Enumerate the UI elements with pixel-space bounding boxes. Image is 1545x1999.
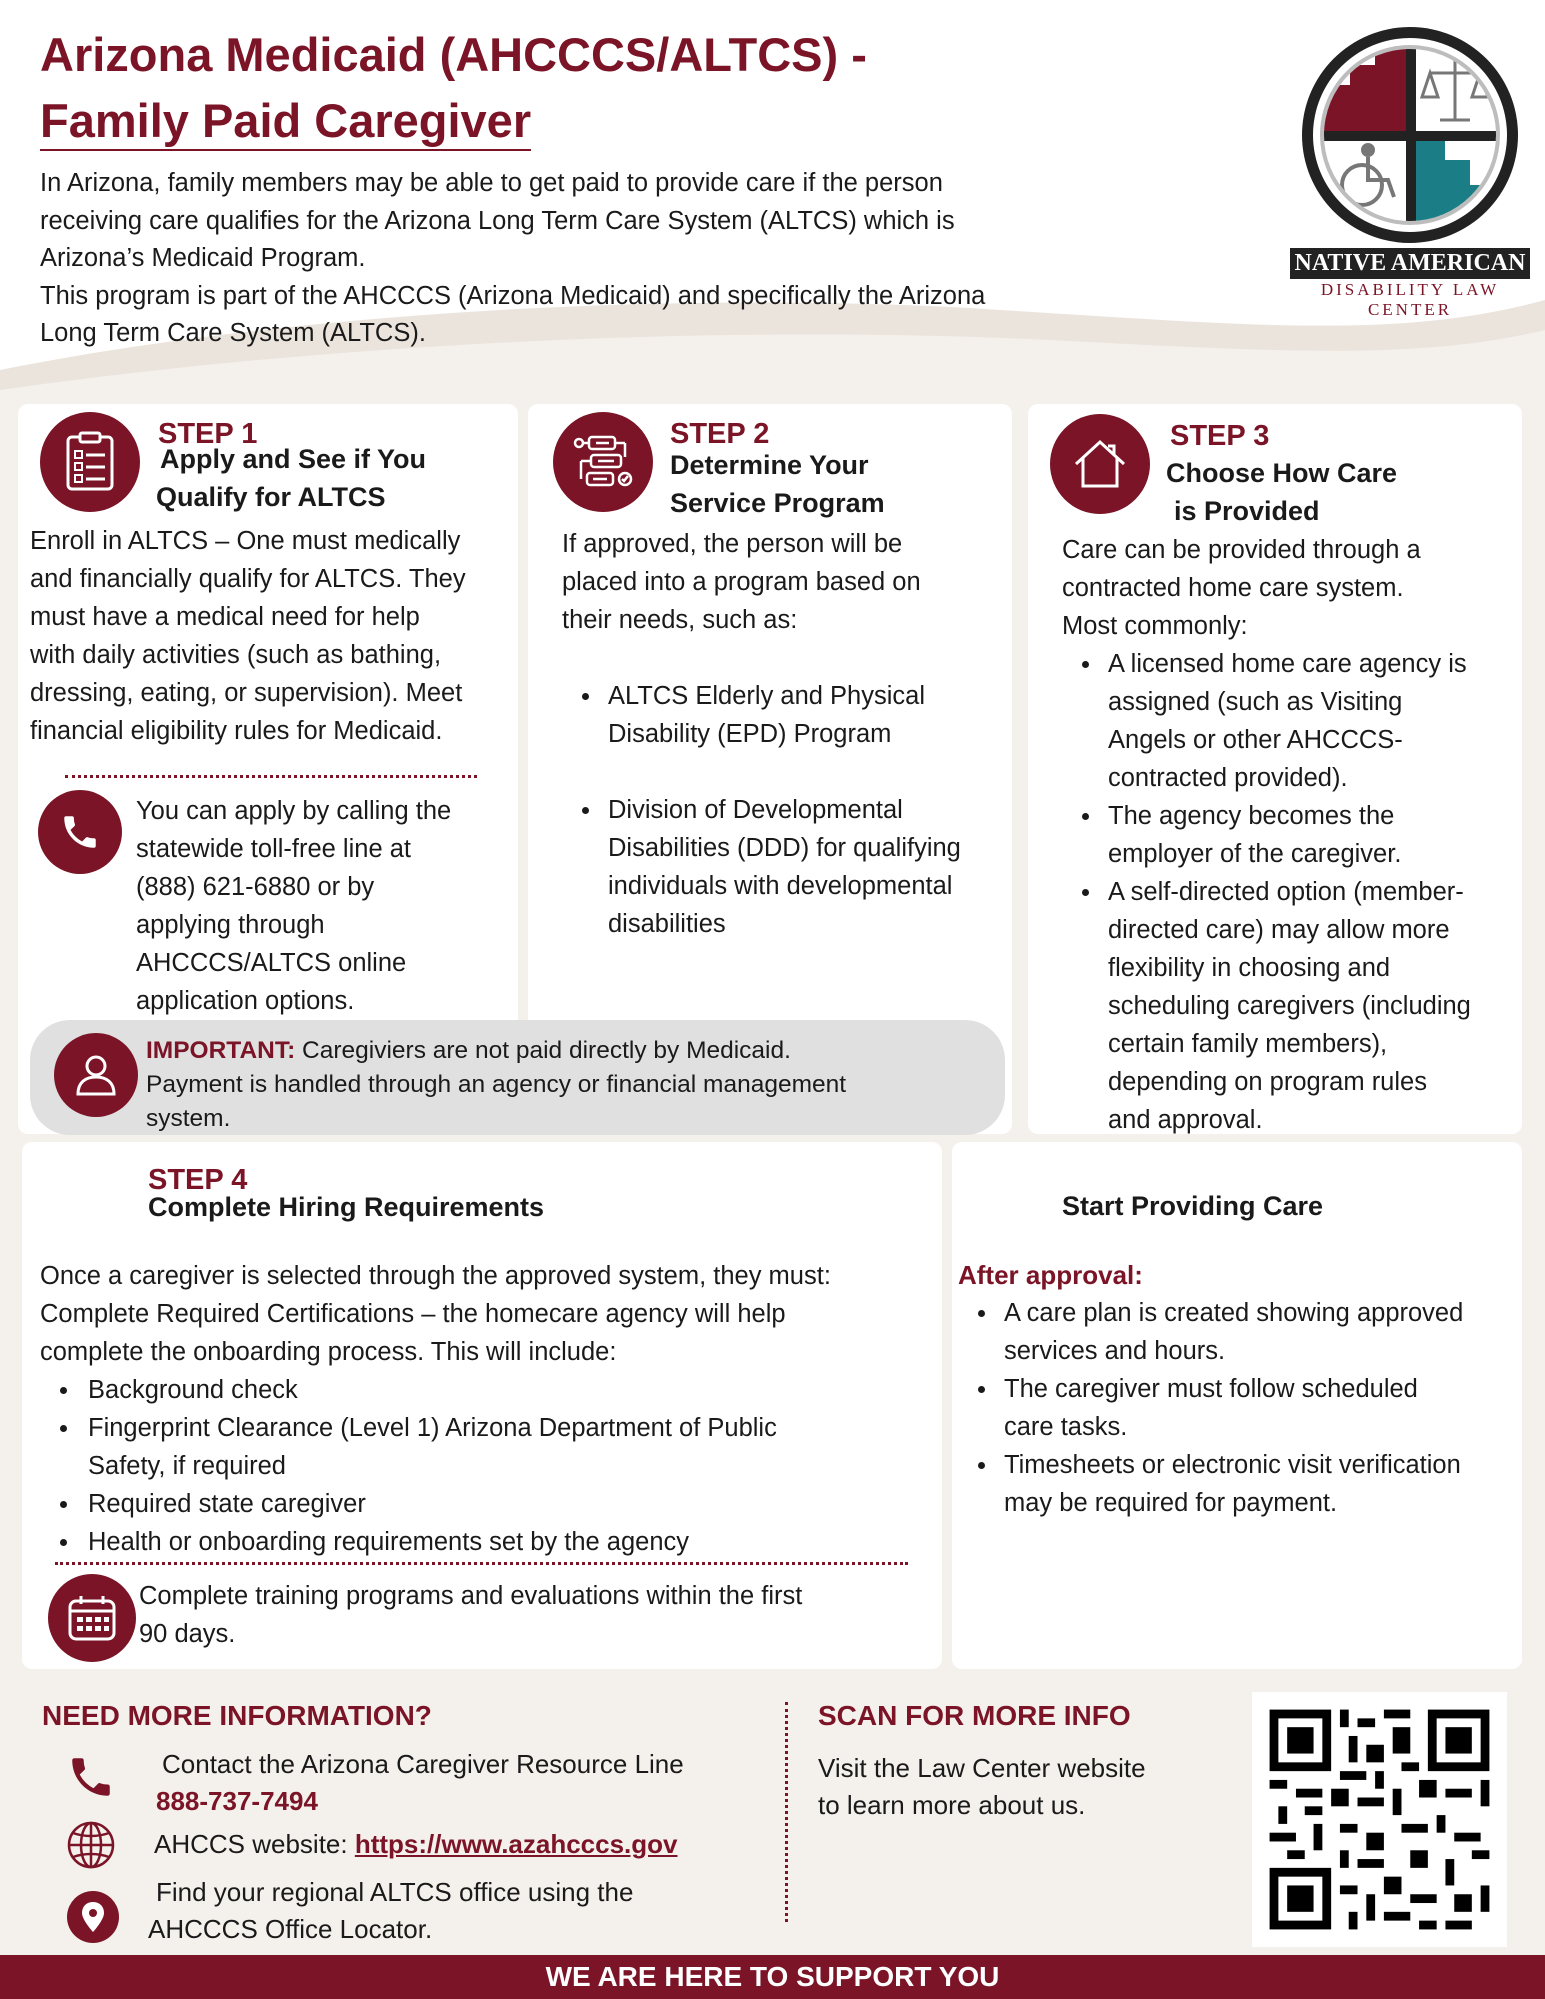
info-office-line: AHCCCS Office Locator.	[148, 1914, 433, 1944]
step1-line: and financially qualify for ALTCS. They	[30, 565, 466, 593]
step3-bullet-line: scheduling caregivers (including	[1108, 992, 1471, 1020]
care-bullet	[958, 1446, 1523, 1522]
step1-phone-line: (888) 621-6880 or by	[136, 873, 375, 901]
care-bullet	[958, 1370, 1523, 1446]
care-after-label: After approval:	[958, 1260, 1143, 1290]
info-contact	[156, 1746, 776, 1820]
step3-label: STEP 3	[1170, 420, 1270, 452]
step2-line: placed into a program based on	[562, 568, 921, 596]
checklist-icon	[40, 412, 140, 512]
step2-bullet-line: Disability (EPD) Program	[608, 720, 892, 748]
title-line-1: Arizona Medicaid (AHCCCS/ALTCS) -	[40, 28, 867, 81]
step4-bullet	[40, 1523, 940, 1561]
logo-name-line1: NATIVE AMERICAN	[1290, 248, 1530, 279]
care-bullet-line: care tasks.	[1004, 1413, 1128, 1441]
step3-title	[1166, 454, 1506, 530]
step4-bullet-line: Fingerprint Clearance (Level 1) Arizona Department of Public	[88, 1414, 777, 1442]
info-contact-line: Contact the Arizona Caregiver Resource Line	[162, 1749, 684, 1779]
step1-phone-line: application options.	[136, 987, 355, 1015]
step4-bullet	[40, 1485, 940, 1523]
care-bullet-line: services and hours.	[1004, 1337, 1226, 1365]
intro-line: Arizona’s Medicaid Program.	[40, 244, 366, 272]
step3-bullet-line: contracted provided).	[1108, 764, 1348, 792]
important-label: IMPORTANT:	[146, 1037, 296, 1064]
step3-bullet-line: flexibility in choosing and	[1108, 954, 1391, 982]
care-bullet-line: may be required for payment.	[1004, 1489, 1338, 1517]
step4-bullet-line: Health or onboarding requirements set by the agency	[88, 1528, 690, 1556]
step4-bullet-line: Safety, if required	[88, 1452, 286, 1480]
step2-body	[562, 525, 1007, 639]
step3-bullet	[1062, 645, 1522, 797]
qr-code[interactable]	[1252, 1692, 1507, 1947]
step3-title-line: Choose How Care	[1166, 458, 1398, 488]
step4-bullet-line: Required state caregiver	[88, 1490, 366, 1518]
step1-phone-line: AHCCCS/ALTCS online	[136, 949, 407, 977]
step3-body	[1062, 531, 1517, 645]
step3-bullet-line: depending on program rules	[1108, 1068, 1427, 1096]
step1-line: Enroll in ALTCS – One must medically	[30, 527, 461, 555]
step3-line: Care can be provided through a	[1062, 536, 1421, 564]
care-bullet-line: Timesheets or electronic visit verification	[1004, 1451, 1461, 1479]
info-office	[148, 1874, 788, 1948]
care-bullet-line: A care plan is created showing approved	[1004, 1299, 1464, 1327]
scan-heading: SCAN FOR MORE INFO	[818, 1700, 1131, 1731]
step4-bullet	[40, 1409, 940, 1485]
step3-bullet-line: A self-directed option (member-	[1108, 878, 1464, 906]
step1-line: must have a medical need for help	[30, 603, 420, 631]
step3-bullet-line: A licensed home care agency is	[1108, 650, 1467, 678]
info-divider	[785, 1702, 788, 1922]
step3-bullet-line: Angels or other AHCCCS-	[1108, 726, 1403, 754]
step3-line: contracted home care system.	[1062, 574, 1404, 602]
step2-bullet-line: Disabilities (DDD) for qualifying	[608, 834, 961, 862]
step3-bullet	[1062, 873, 1522, 1139]
step4-body	[40, 1257, 940, 1371]
calendar-icon	[48, 1574, 136, 1662]
phone-icon	[66, 1752, 116, 1802]
step4-training-line: 90 days.	[139, 1620, 236, 1648]
step1-phone-text	[136, 792, 516, 1020]
step4-bullet-line: Background check	[88, 1376, 298, 1404]
step2-bullet-line: Division of Developmental	[608, 796, 903, 824]
step1-divider	[65, 775, 477, 778]
step2-bullet-line: disabilities	[608, 910, 726, 938]
globe-icon	[66, 1820, 116, 1870]
step2-bullets	[562, 677, 1007, 943]
title-line-2: Family Paid Caregiver	[40, 93, 531, 151]
step2-line: If approved, the person will be	[562, 530, 903, 558]
step2-line: their needs, such as:	[562, 606, 798, 634]
step3-line: Most commonly:	[1062, 612, 1248, 640]
workflow-icon	[553, 412, 653, 512]
info-office-line: Find your regional ALTCS office using the	[156, 1877, 634, 1907]
care-bullets	[958, 1294, 1523, 1522]
step1-phone-line: statewide toll-free line at	[136, 835, 411, 863]
step3-bullet-line: The agency becomes the	[1108, 802, 1395, 830]
footer-banner: WE ARE HERE TO SUPPORT YOU	[0, 1955, 1545, 1999]
intro-line: Long Term Care System (ALTCS).	[40, 319, 426, 347]
step1-line: financial eligibility rules for Medicaid.	[30, 717, 443, 745]
info-heading: NEED MORE INFORMATION?	[42, 1700, 432, 1731]
important-text	[146, 1034, 996, 1136]
step2-title-line: Service Program	[670, 488, 885, 518]
scan-line: to learn more about us.	[818, 1790, 1086, 1820]
step4-training-line: Complete training programs and evaluations within the first	[139, 1582, 803, 1610]
intro-line: In Arizona, family members may be able to get paid to provide care if the person	[40, 169, 943, 197]
step1-line: dressing, eating, or supervision). Meet	[30, 679, 463, 707]
step4-line: complete the onboarding process. This will include:	[40, 1338, 617, 1366]
step4-bullet	[40, 1371, 940, 1409]
step1-title-line: Apply and See if You	[160, 444, 427, 474]
page-title	[40, 22, 1240, 154]
scan-text	[818, 1750, 1238, 1824]
step1-line: with daily activities (such as bathing,	[30, 641, 442, 669]
care-bullet-line: The caregiver must follow scheduled	[1004, 1375, 1418, 1403]
step3-title-line: is Provided	[1174, 496, 1320, 526]
important-line1: Caregiviers are not paid directly by Medicaid.	[295, 1037, 791, 1064]
step3-bullet-line: and approval.	[1108, 1106, 1263, 1134]
step1-body	[30, 522, 515, 750]
important-line	[146, 1034, 996, 1068]
website-label: AHCCS website:	[154, 1829, 355, 1859]
step4-line: Complete Required Certifications – the homecare agency will help	[40, 1300, 786, 1328]
scan-line: Visit the Law Center website	[818, 1753, 1146, 1783]
step1-phone-line: applying through	[136, 911, 325, 939]
step1-label: STEP 1	[158, 418, 258, 450]
step1-phone-line: You can apply by calling the	[136, 797, 452, 825]
step3-bullet-line: directed care) may allow more	[1108, 916, 1450, 944]
resource-line-phone[interactable]: 888-737-7494	[156, 1786, 318, 1816]
step3-bullet-line: employer of the caregiver.	[1108, 840, 1402, 868]
step2-bullet-line: individuals with developmental	[608, 872, 953, 900]
step2-title-line: Determine Your	[670, 450, 869, 480]
phone-icon	[38, 790, 122, 874]
person-icon	[54, 1033, 138, 1117]
intro-line: receiving care qualifies for the Arizona Long Term Care System (ALTCS) which is	[40, 206, 955, 235]
step4-title: Complete Hiring Requirements	[148, 1192, 545, 1222]
important-line: Payment is handled through an agency or financial management	[146, 1071, 847, 1098]
step3-bullet	[1062, 797, 1522, 873]
important-line: system.	[146, 1105, 231, 1132]
step4-label: STEP 4	[148, 1164, 248, 1196]
step2-bullet	[562, 791, 1007, 943]
step2-bullet	[562, 677, 1007, 753]
step4-training	[139, 1577, 939, 1653]
step2-title	[670, 446, 1000, 522]
logo-name-line2: DISABILITY LAW CENTER	[1320, 280, 1500, 319]
care-bullet	[958, 1294, 1523, 1370]
step1-title-line: Qualify for ALTCS	[156, 482, 386, 512]
step2-label: STEP 2	[670, 418, 770, 450]
step4-line: Once a caregiver is selected through the approved system, they must:	[40, 1262, 831, 1290]
intro-line: This program is part of the AHCCCS (Arizona Medicaid) and specifically the Arizona	[40, 281, 986, 310]
info-website	[154, 1826, 774, 1863]
home-icon	[1050, 414, 1150, 514]
step3-bullet-line: certain family members),	[1108, 1030, 1388, 1058]
intro-paragraph	[40, 165, 1150, 353]
step1-title	[156, 440, 506, 516]
location-pin-icon	[66, 1890, 120, 1944]
ahcccs-website-link[interactable]: https://www.azahcccs.gov	[354, 1829, 678, 1859]
step4-bullets	[40, 1371, 940, 1561]
step3-bullet-line: assigned (such as Visiting	[1108, 688, 1403, 716]
care-title: Start Providing Care	[1062, 1191, 1324, 1221]
step4-divider	[55, 1562, 908, 1565]
step3-bullets	[1062, 645, 1522, 1139]
step2-bullet-line: ALTCS Elderly and Physical	[608, 682, 925, 710]
